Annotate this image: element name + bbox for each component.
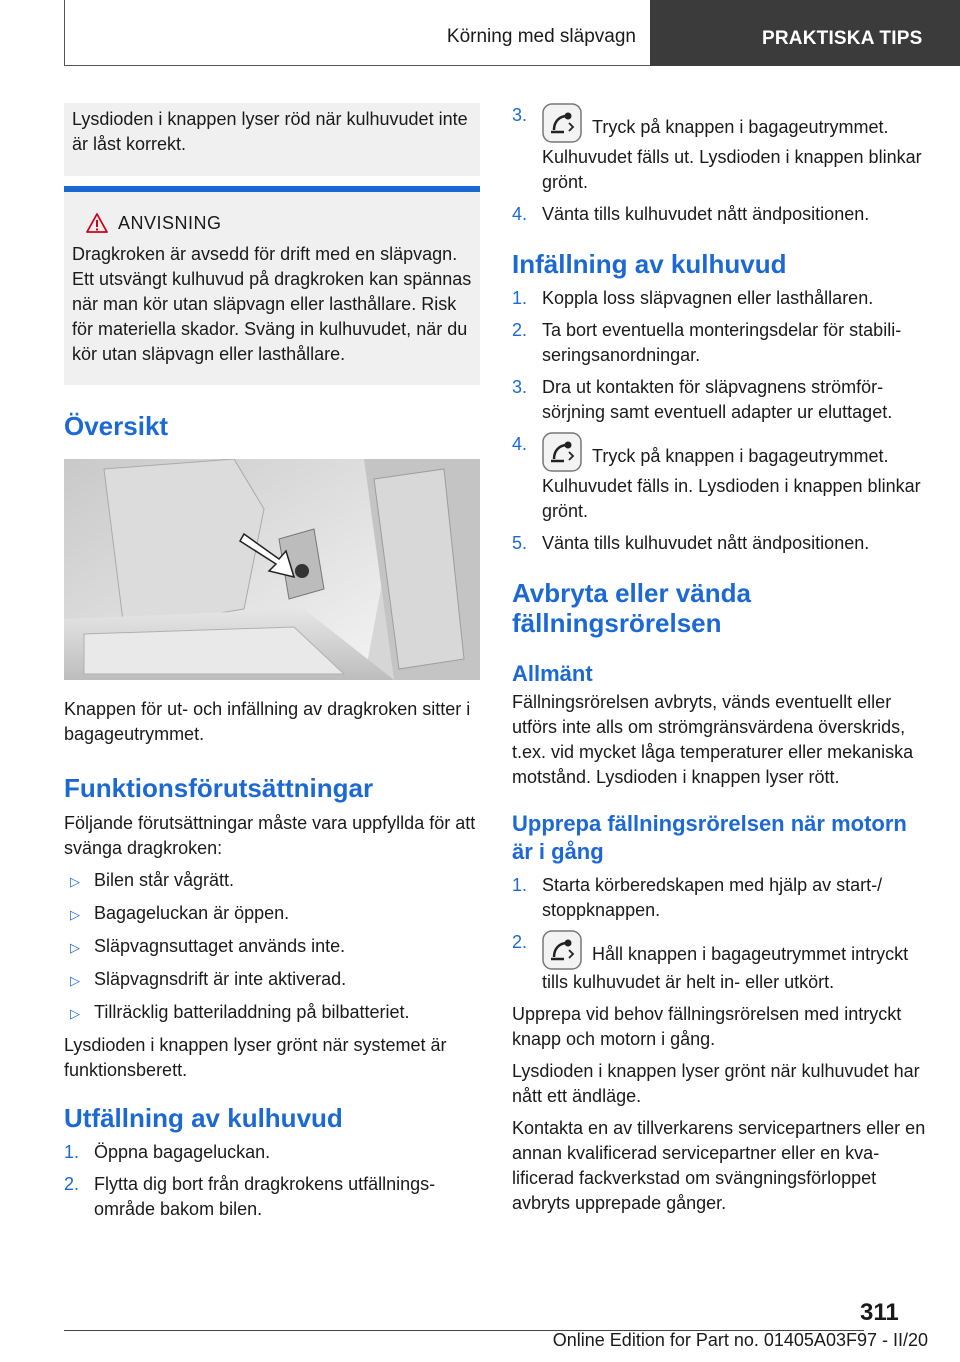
- prerequisites-intro: Följande förutsättningar måste vara uppfyllda för att svänga dragkroken:: [64, 813, 476, 858]
- step-number: 1.: [512, 288, 528, 308]
- step-item: [512, 873, 928, 923]
- step-text-block: [542, 375, 928, 425]
- step-item: [512, 432, 928, 524]
- list-item-text: Bilen står vågrätt.: [94, 870, 235, 890]
- repeat-paragraph-3: Kontakta en av tillverkarens servicepartners eller en annan kvalificerad servicepartner eller en kvalificerad fackverkstad om svängningsförloppet avbryts upprepade gånger.: [512, 1118, 926, 1213]
- prerequisites-list: [64, 868, 480, 1026]
- step-item: [64, 1140, 480, 1165]
- page-header: [0, 0, 960, 68]
- step-subtext: Kulhuvudet fälls in. Lysdioden i knappen blinkar grönt.: [542, 476, 921, 521]
- step-number: 3.: [512, 105, 528, 125]
- step-subtext: Kulhuvudet fälls ut. Lysdioden i knappen blinkar grönt.: [542, 147, 922, 192]
- step-text-block: [542, 432, 928, 524]
- step-item: [64, 1172, 480, 1222]
- bullet-triangle-icon: ▷: [70, 973, 80, 988]
- fold-steps: [512, 286, 928, 556]
- warning-text: Dragkroken är avsedd för drift med en släpvagn. Ett utsvängt kulhuvud på dragkroken kan spännas när man kör utan släpvagn eller lasthållare. Risk för materiella skador. Sväng in kulhuvudet, när du kör utan släpvagn eller lasthållare.: [72, 244, 472, 364]
- step-text: Vänta tills kulhuvudet nått ändpositionen.: [542, 204, 870, 224]
- step-text-block: [94, 1172, 480, 1222]
- step-text-block: [94, 1140, 480, 1165]
- step-text: Koppla loss släpvagnen eller lasthållaren.: [542, 288, 874, 308]
- repeat-heading: Upprepa fällningsrörelsen när motorn är i gång: [512, 811, 907, 864]
- step-text-block: [542, 318, 928, 368]
- repeat-paragraph-2: Lysdioden i knappen lyser grönt när kulhuvudet har nått ett ändläge.: [512, 1061, 920, 1106]
- step-item: [512, 375, 928, 425]
- bullet-triangle-icon: ▷: [70, 874, 80, 889]
- step-number: 2.: [64, 1174, 80, 1194]
- step-item: [512, 202, 928, 227]
- step-text: Vänta tills kulhuvudet nått ändpositionen.: [542, 533, 870, 553]
- bullet-triangle-icon: ▷: [70, 940, 80, 955]
- info-text: Lysdioden i knappen lyser röd när kulhuvudet inte är låst korrekt.: [72, 109, 468, 154]
- list-item-text: Släpvagnsdrift är inte aktiverad.: [94, 969, 347, 989]
- abort-heading: Avbryta eller vända fällningsrörelsen: [512, 578, 751, 638]
- left-column: [64, 103, 480, 1222]
- step-text: Tryck på knappen i bagageutrymmet.: [592, 446, 889, 466]
- step-text: Öppna bagageluckan.: [94, 1142, 271, 1162]
- towbar-button-icon: [542, 930, 582, 970]
- unfold-steps: [64, 1140, 480, 1222]
- header-section-title: Körning med släpvagn: [446, 26, 636, 47]
- step-item: [512, 531, 928, 556]
- right-column: [512, 103, 928, 1216]
- unfold-steps-continued: [512, 103, 928, 227]
- step-number: 3.: [512, 377, 528, 397]
- step-number: 4.: [512, 434, 528, 454]
- info-box: [64, 103, 480, 176]
- step-item: [512, 286, 928, 311]
- overview-heading: Översikt: [64, 411, 169, 441]
- list-item: [64, 901, 480, 927]
- towbar-button-icon: [542, 103, 582, 143]
- warning-title-row: [86, 210, 472, 236]
- step-text: Starta körberedskapen med hjälp av start-/ stoppknappen.: [542, 875, 883, 920]
- step-number: 1.: [64, 1142, 80, 1162]
- list-item-text: Släpvagnsuttaget används inte.: [94, 936, 346, 956]
- fold-heading: Infällning av kulhuvud: [512, 249, 787, 279]
- step-number: 1.: [512, 875, 528, 895]
- step-text-block: [542, 531, 928, 556]
- towbar-button-icon: [542, 432, 582, 472]
- step-text-block: [542, 930, 928, 995]
- step-text-block: [542, 202, 928, 227]
- step-text-block: [542, 286, 928, 311]
- list-item-text: Bagageluckan är öppen.: [94, 903, 290, 923]
- repeat-paragraph-1: Upprepa vid behov fällningsrörelsen med intryckt knapp och motorn i gång.: [512, 1004, 902, 1049]
- step-text: Dra ut kontakten för släpvagnens strömförsörjning samt eventuell adapter ur eluttaget.: [542, 377, 893, 422]
- bullet-triangle-icon: ▷: [70, 907, 80, 922]
- step-text: Flytta dig bort från dragkrokens utfällningsområde bakom bilen.: [94, 1174, 436, 1219]
- list-item: [64, 868, 480, 894]
- list-item-text: Tillräcklig batteriladdning på bilbatteriet.: [94, 1002, 410, 1022]
- step-number: 5.: [512, 533, 528, 553]
- warning-triangle-icon: [86, 213, 108, 233]
- general-heading: Allmänt: [512, 661, 593, 686]
- photo-caption: Knappen för ut- och infällning av dragkroken sitter i bagageutrymmet.: [64, 699, 471, 744]
- footer-edition: Online Edition for Part no. 01405A03F97 - II/20: [552, 1330, 928, 1350]
- step-text: Ta bort eventuella monteringsdelar för stabiliseringsanordningar.: [542, 320, 902, 365]
- list-item: [64, 934, 480, 960]
- trunk-button-photo: [64, 459, 480, 680]
- step-number: 4.: [512, 204, 528, 224]
- step-text: Tryck på knappen i bagageutrymmet.: [592, 117, 889, 137]
- step-number: 2.: [512, 320, 528, 340]
- repeat-steps: [512, 873, 928, 995]
- step-item: [512, 930, 928, 995]
- page-number: 311: [860, 1299, 899, 1326]
- step-item: [512, 318, 928, 368]
- warning-box: [64, 186, 480, 385]
- step-number: 2.: [512, 932, 528, 952]
- bullet-triangle-icon: ▷: [70, 1006, 80, 1021]
- list-item: [64, 1000, 480, 1026]
- header-chapter-tab: PRAKTISKA TIPS: [650, 0, 960, 66]
- unfold-heading: Utfällning av kulhuvud: [64, 1103, 343, 1133]
- step-text-block: [542, 873, 928, 923]
- prerequisites-outro: Lysdioden i knappen lyser grönt när systemet är funktionsberett.: [64, 1035, 447, 1080]
- warning-title: ANVISNING: [118, 213, 222, 233]
- prerequisites-heading: Funktionsförutsättningar: [64, 773, 374, 803]
- step-text-block: [542, 103, 928, 195]
- list-item: [64, 967, 480, 993]
- step-item: [512, 103, 928, 195]
- general-text: Fällningsrörelsen avbryts, vänds eventuellt eller utförs inte alls om strömgränsvärdena överskrids, t.ex. vid mycket låga temperaturer eller mekaniska motstånd. Lysdioden i knappen lyser rött.: [512, 692, 914, 787]
- step-text: Håll knappen i bagageutrymmet intryckt tills kulhuvudet är helt in- eller utkört.: [542, 944, 909, 992]
